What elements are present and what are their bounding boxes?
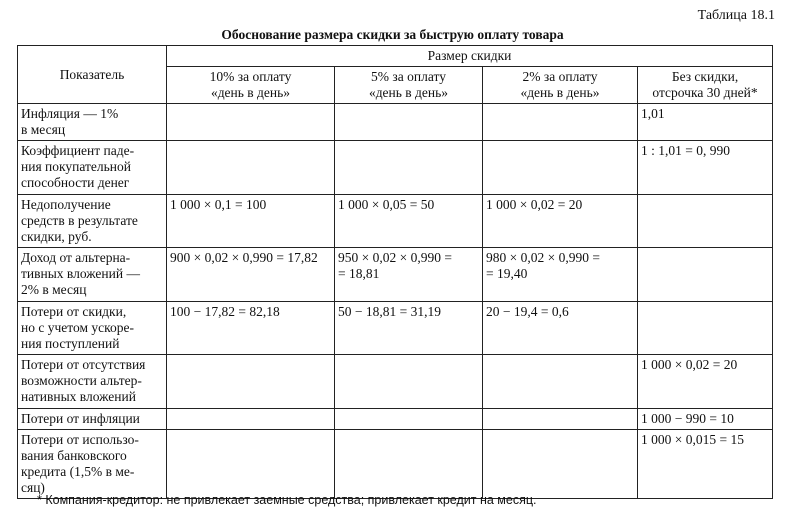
row-label: Недополучение средств в результате скидки, руб. xyxy=(18,195,167,248)
table-row xyxy=(18,195,773,248)
column-header-2pct: 2% за оплату «день в день» xyxy=(483,67,638,104)
cell-no-discount: 1 000 × 0,015 = 15 xyxy=(638,430,773,499)
table-row xyxy=(18,248,773,302)
cell-5pct xyxy=(335,104,483,141)
cell-5pct: 50 − 18,81 = 31,19 xyxy=(335,302,483,355)
table-row xyxy=(18,355,773,409)
cell-10pct xyxy=(167,141,335,195)
indicator-header: Показатель xyxy=(18,46,167,104)
cell-10pct: 1 000 × 0,1 = 100 xyxy=(167,195,335,248)
column-header-no-discount: Без скидки, отсрочка 30 дней* xyxy=(638,67,773,104)
table-row xyxy=(18,430,773,499)
cell-2pct xyxy=(483,355,638,409)
cell-no-discount xyxy=(638,195,773,248)
cell-5pct xyxy=(335,141,483,195)
cell-2pct xyxy=(483,409,638,430)
cell-no-discount: 1,01 xyxy=(638,104,773,141)
cell-10pct xyxy=(167,409,335,430)
cell-5pct: 1 000 × 0,05 = 50 xyxy=(335,195,483,248)
table-title: Обоснование размера скидки за быструю оплату товара xyxy=(221,27,564,42)
cell-10pct: 100 − 17,82 = 82,18 xyxy=(167,302,335,355)
cell-no-discount xyxy=(638,248,773,302)
cell-10pct xyxy=(167,355,335,409)
cell-10pct xyxy=(167,104,335,141)
row-label: Потери от скидки, но с учетом ускоре- ния поступлений xyxy=(18,302,167,355)
header-row-group xyxy=(18,46,773,67)
cell-2pct: 20 − 19,4 = 0,6 xyxy=(483,302,638,355)
cell-10pct xyxy=(167,430,335,499)
cell-10pct: 900 × 0,02 × 0,990 = 17,82 xyxy=(167,248,335,302)
row-label: Потери от использо- вания банковского кредита (1,5% в ме- сяц) xyxy=(18,430,167,499)
table-row xyxy=(18,104,773,141)
cell-5pct xyxy=(335,430,483,499)
cell-5pct: 950 × 0,02 × 0,990 = = 18,81 xyxy=(335,248,483,302)
row-label: Потери от инфляции xyxy=(18,409,167,430)
cell-2pct: 980 × 0,02 × 0,990 = = 19,40 xyxy=(483,248,638,302)
column-header-5pct: 5% за оплату «день в день» xyxy=(335,67,483,104)
table-number: Таблица 18.1 xyxy=(697,8,775,23)
cell-no-discount: 1 : 1,01 = 0, 990 xyxy=(638,141,773,195)
cell-2pct: 1 000 × 0,02 = 20 xyxy=(483,195,638,248)
cell-5pct xyxy=(335,409,483,430)
cell-2pct xyxy=(483,104,638,141)
column-header-10pct: 10% за оплату «день в день» xyxy=(167,67,335,104)
cell-2pct xyxy=(483,141,638,195)
table-row xyxy=(18,409,773,430)
table-row xyxy=(18,141,773,195)
cell-5pct xyxy=(335,355,483,409)
table-row xyxy=(18,302,773,355)
row-label: Инфляция — 1% в месяц xyxy=(18,104,167,141)
row-label: Доход от альтерна- тивных вложений — 2% в месяц xyxy=(18,248,167,302)
discount-table xyxy=(17,45,773,499)
row-label: Коэффициент паде- ния покупательной способности денег xyxy=(18,141,167,195)
row-label: Потери от отсутствия возможности альтер- нативных вложений xyxy=(18,355,167,409)
cell-2pct xyxy=(483,430,638,499)
footnote: * Компания-кредитор: не привлекает заемные средства; привлекает кредит на месяц. xyxy=(37,493,537,507)
cell-no-discount: 1 000 × 0,02 = 20 xyxy=(638,355,773,409)
cell-no-discount: 1 000 − 990 = 10 xyxy=(638,409,773,430)
discount-size-header: Размер скидки xyxy=(167,46,773,67)
cell-no-discount xyxy=(638,302,773,355)
